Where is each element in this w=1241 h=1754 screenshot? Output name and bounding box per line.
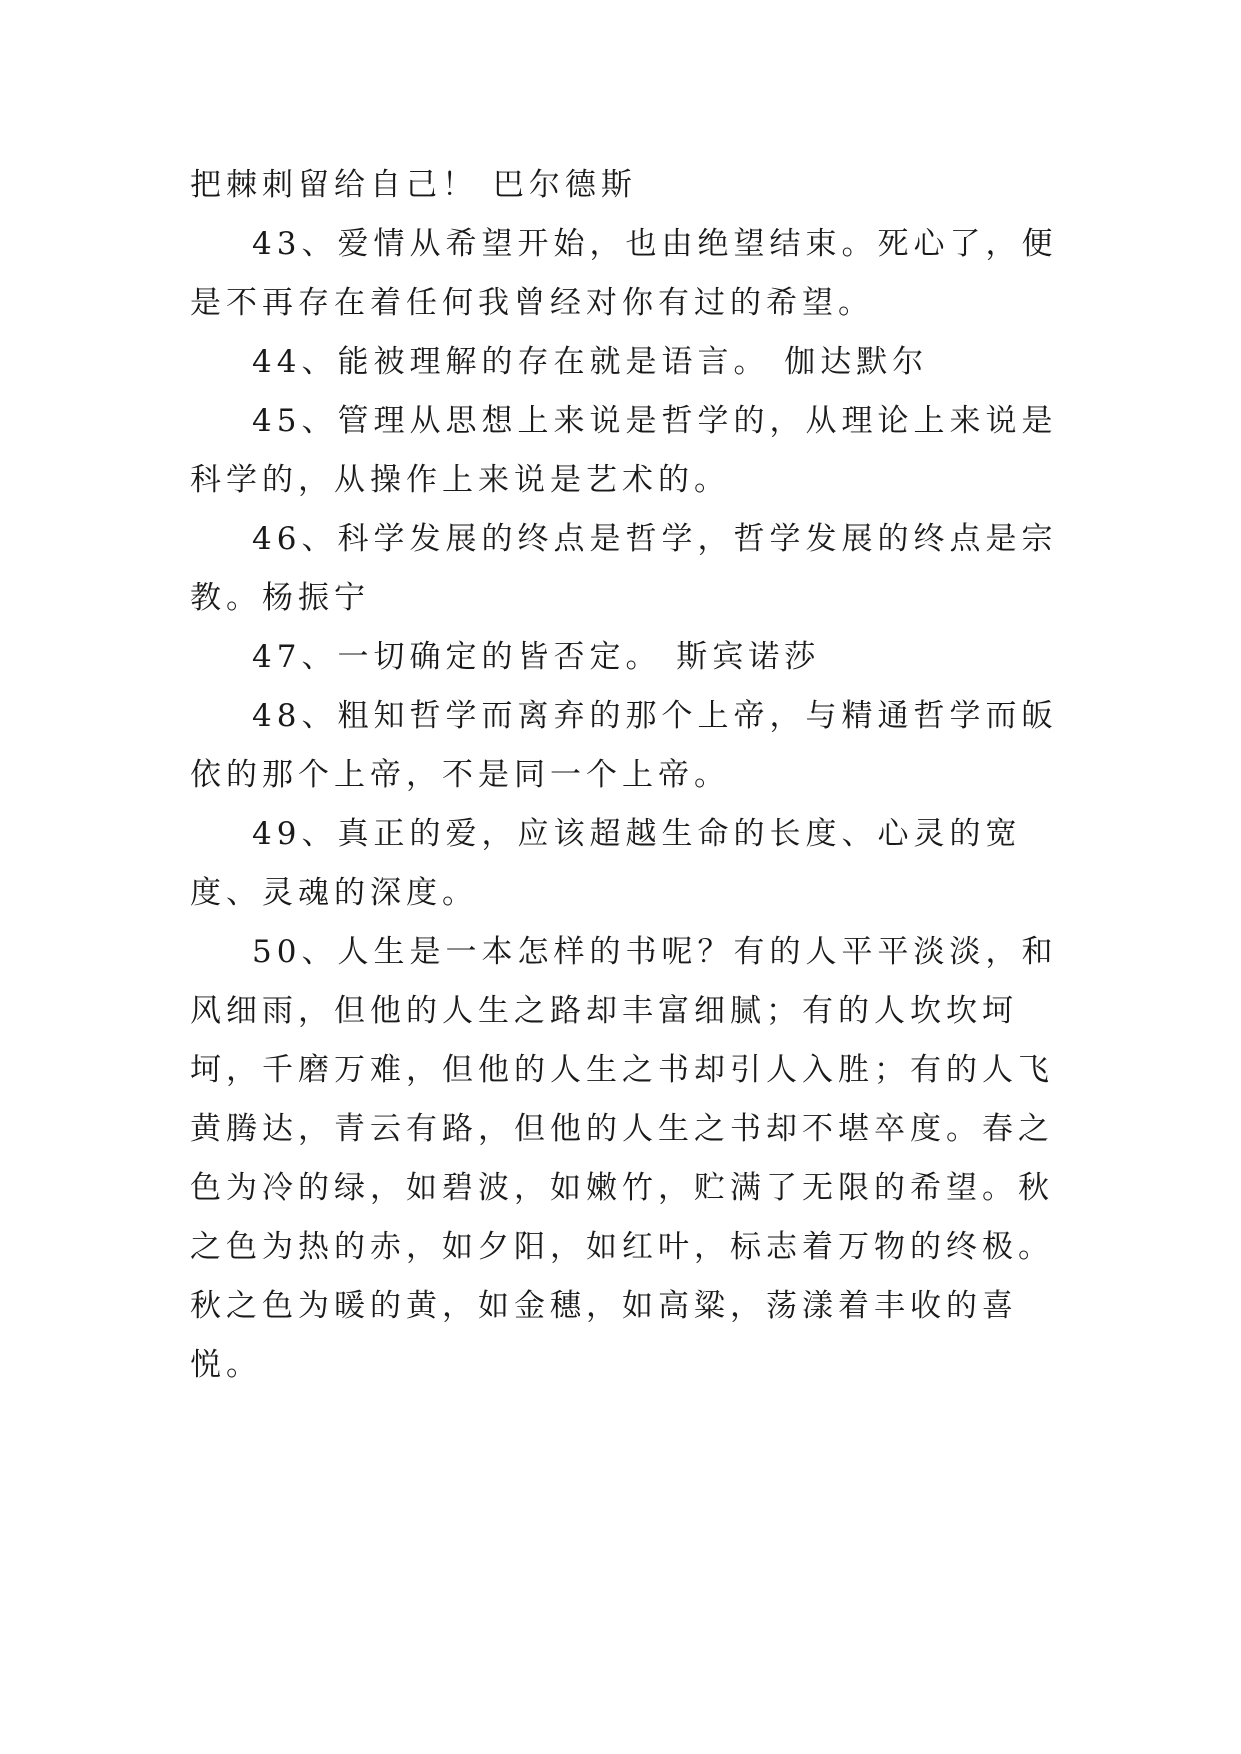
paragraph-continuation: 把棘刺留给自己！ 巴尔德斯	[190, 167, 637, 203]
paragraph-50: 50、人生是一本怎样的书呢？有的人平平淡淡，和风细雨，但他的人生之路却丰富细腻；有的人坎坎坷坷，千磨万难，但他的人生之书却引人入胜；有的人飞黄腾达，青云有路，但他的人生之书却不堪卒度。春之色为冷的绿，如碧波，如嫩竹，贮满了无限的希望。秋之色为热的赤，如夕阳，如红叶，标志着万物的终极。秋之色为暖的黄，如金穗，如高粱，荡漾着丰收的喜悦。	[190, 934, 1058, 1383]
paragraph-43: 43、爱情从希望开始，也由绝望结束。死心了，便是不再存在着任何我曾经对你有过的希望。	[190, 226, 1058, 321]
paragraph-49: 49、真正的爱，应该超越生命的长度、心灵的宽度、灵魂的深度。	[190, 816, 1022, 911]
paragraph-45: 45、管理从思想上来说是哲学的，从理论上来说是科学的，从操作上来说是艺术的。	[190, 403, 1058, 498]
paragraph-46: 46、科学发展的终点是哲学，哲学发展的终点是宗教。杨振宁	[190, 521, 1058, 616]
paragraph-48: 48、粗知哲学而离弃的那个上帝，与精通哲学而皈依的那个上帝，不是同一个上帝。	[190, 698, 1058, 793]
paragraph-44: 44、能被理解的存在就是语言。 伽达默尔	[252, 344, 929, 380]
document-body	[190, 156, 1070, 1395]
paragraph-47: 47、一切确定的皆否定。 斯宾诺莎	[252, 639, 821, 675]
